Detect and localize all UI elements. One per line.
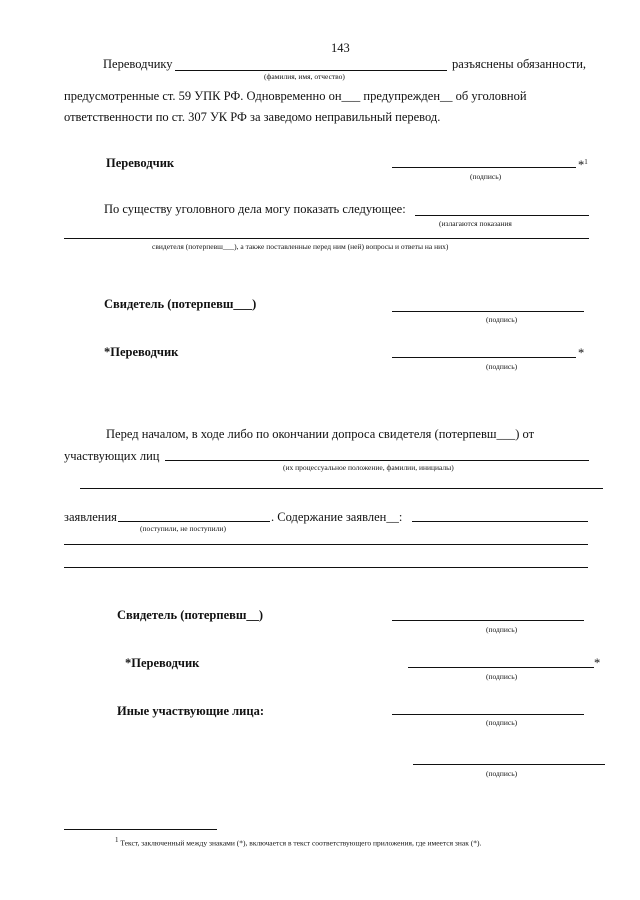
asterisk-mark-3: * (594, 656, 601, 670)
witness-sig-caption: (подпись) (486, 315, 518, 324)
others-signature-line-2[interactable] (413, 764, 605, 765)
testimony-caption-center: свидетеля (потерпевш___), а также поставленные перед ним (ней) вопросы и ответы на них) (152, 242, 449, 251)
footnote-marker: 1 (115, 836, 119, 844)
witness-signature-line-2[interactable] (392, 620, 584, 621)
translator-signature-line-3[interactable] (408, 667, 594, 668)
name-caption: (фамилия, имя, отчество) (264, 72, 345, 81)
testimony-caption-right: (излагаются показания (439, 219, 512, 228)
statements-content-label: . Содержание заявлен__: (271, 510, 403, 524)
footnote-separator (64, 829, 217, 830)
footnote (115, 836, 481, 848)
others-sig-caption-2: (подпись) (486, 769, 518, 778)
statements-content-line-1[interactable] (412, 521, 588, 522)
statements-line-2-start: участвующих лиц (64, 449, 160, 463)
received-caption: (поступили, не поступили) (140, 524, 226, 533)
translator-name-line[interactable] (175, 70, 447, 71)
translator-label-2: *Переводчик (104, 345, 179, 359)
witness-signature-line[interactable] (392, 311, 584, 312)
page-number: 143 (331, 41, 350, 55)
participants-line-2[interactable] (80, 488, 603, 489)
statements-line-1: Перед началом, в ходе либо по окончании допроса свидетеля (потерпевш___) от (106, 427, 535, 441)
witness-sig-caption-2: (подпись) (486, 625, 518, 634)
translator-signature-line[interactable] (392, 167, 576, 168)
statements-content-line-2[interactable] (64, 544, 588, 545)
translator-label: Переводчик (106, 156, 175, 170)
footnote-ref: 1 (584, 158, 588, 166)
asterisk-mark-2: * (578, 346, 585, 360)
testimony-text: По существу уголовного дела могу показать следующее: (104, 202, 406, 216)
testimony-line-2[interactable] (64, 238, 589, 239)
translator-sig-caption-2: (подпись) (486, 362, 518, 371)
signature-caption: (подпись) (470, 172, 502, 181)
intro-line-3: ответственности по ст. 307 УК РФ за заведомо неправильный перевод. (64, 110, 441, 124)
others-signature-line-1[interactable] (392, 714, 584, 715)
others-sig-caption-1: (подпись) (486, 718, 518, 727)
translator-label-3: *Переводчик (125, 656, 200, 670)
footnote-text: Текст, заключенный между знаками (*), включается в текст соответствующего приложения, где имеется знак (*). (120, 838, 482, 848)
others-label: Иные участвующие лица: (117, 704, 264, 718)
statements-received-line[interactable] (118, 521, 270, 522)
statements-line-3-start: заявления (64, 510, 117, 524)
intro-explained-text: разъяснены обязанности, (452, 57, 587, 71)
statements-content-line-3[interactable] (64, 567, 588, 568)
asterisk-mark: *$^1$ (578, 158, 588, 173)
translator-sig-caption-3: (подпись) (486, 672, 518, 681)
translator-signature-line-2[interactable] (392, 357, 576, 358)
intro-translator-text: Переводчику (103, 57, 173, 71)
intro-line-2: предусмотренные ст. 59 УПК РФ. Одновременно он___ предупрежден__ об уголовной (64, 89, 527, 103)
persons-caption: (их процессуальное положение, фамилии, инициалы) (283, 463, 454, 472)
witness-label: Свидетель (потерпевш___) (104, 297, 257, 311)
testimony-line-1[interactable] (415, 215, 589, 216)
participants-line[interactable] (165, 460, 589, 461)
witness-label-2: Свидетель (потерпевш__) (117, 608, 264, 622)
